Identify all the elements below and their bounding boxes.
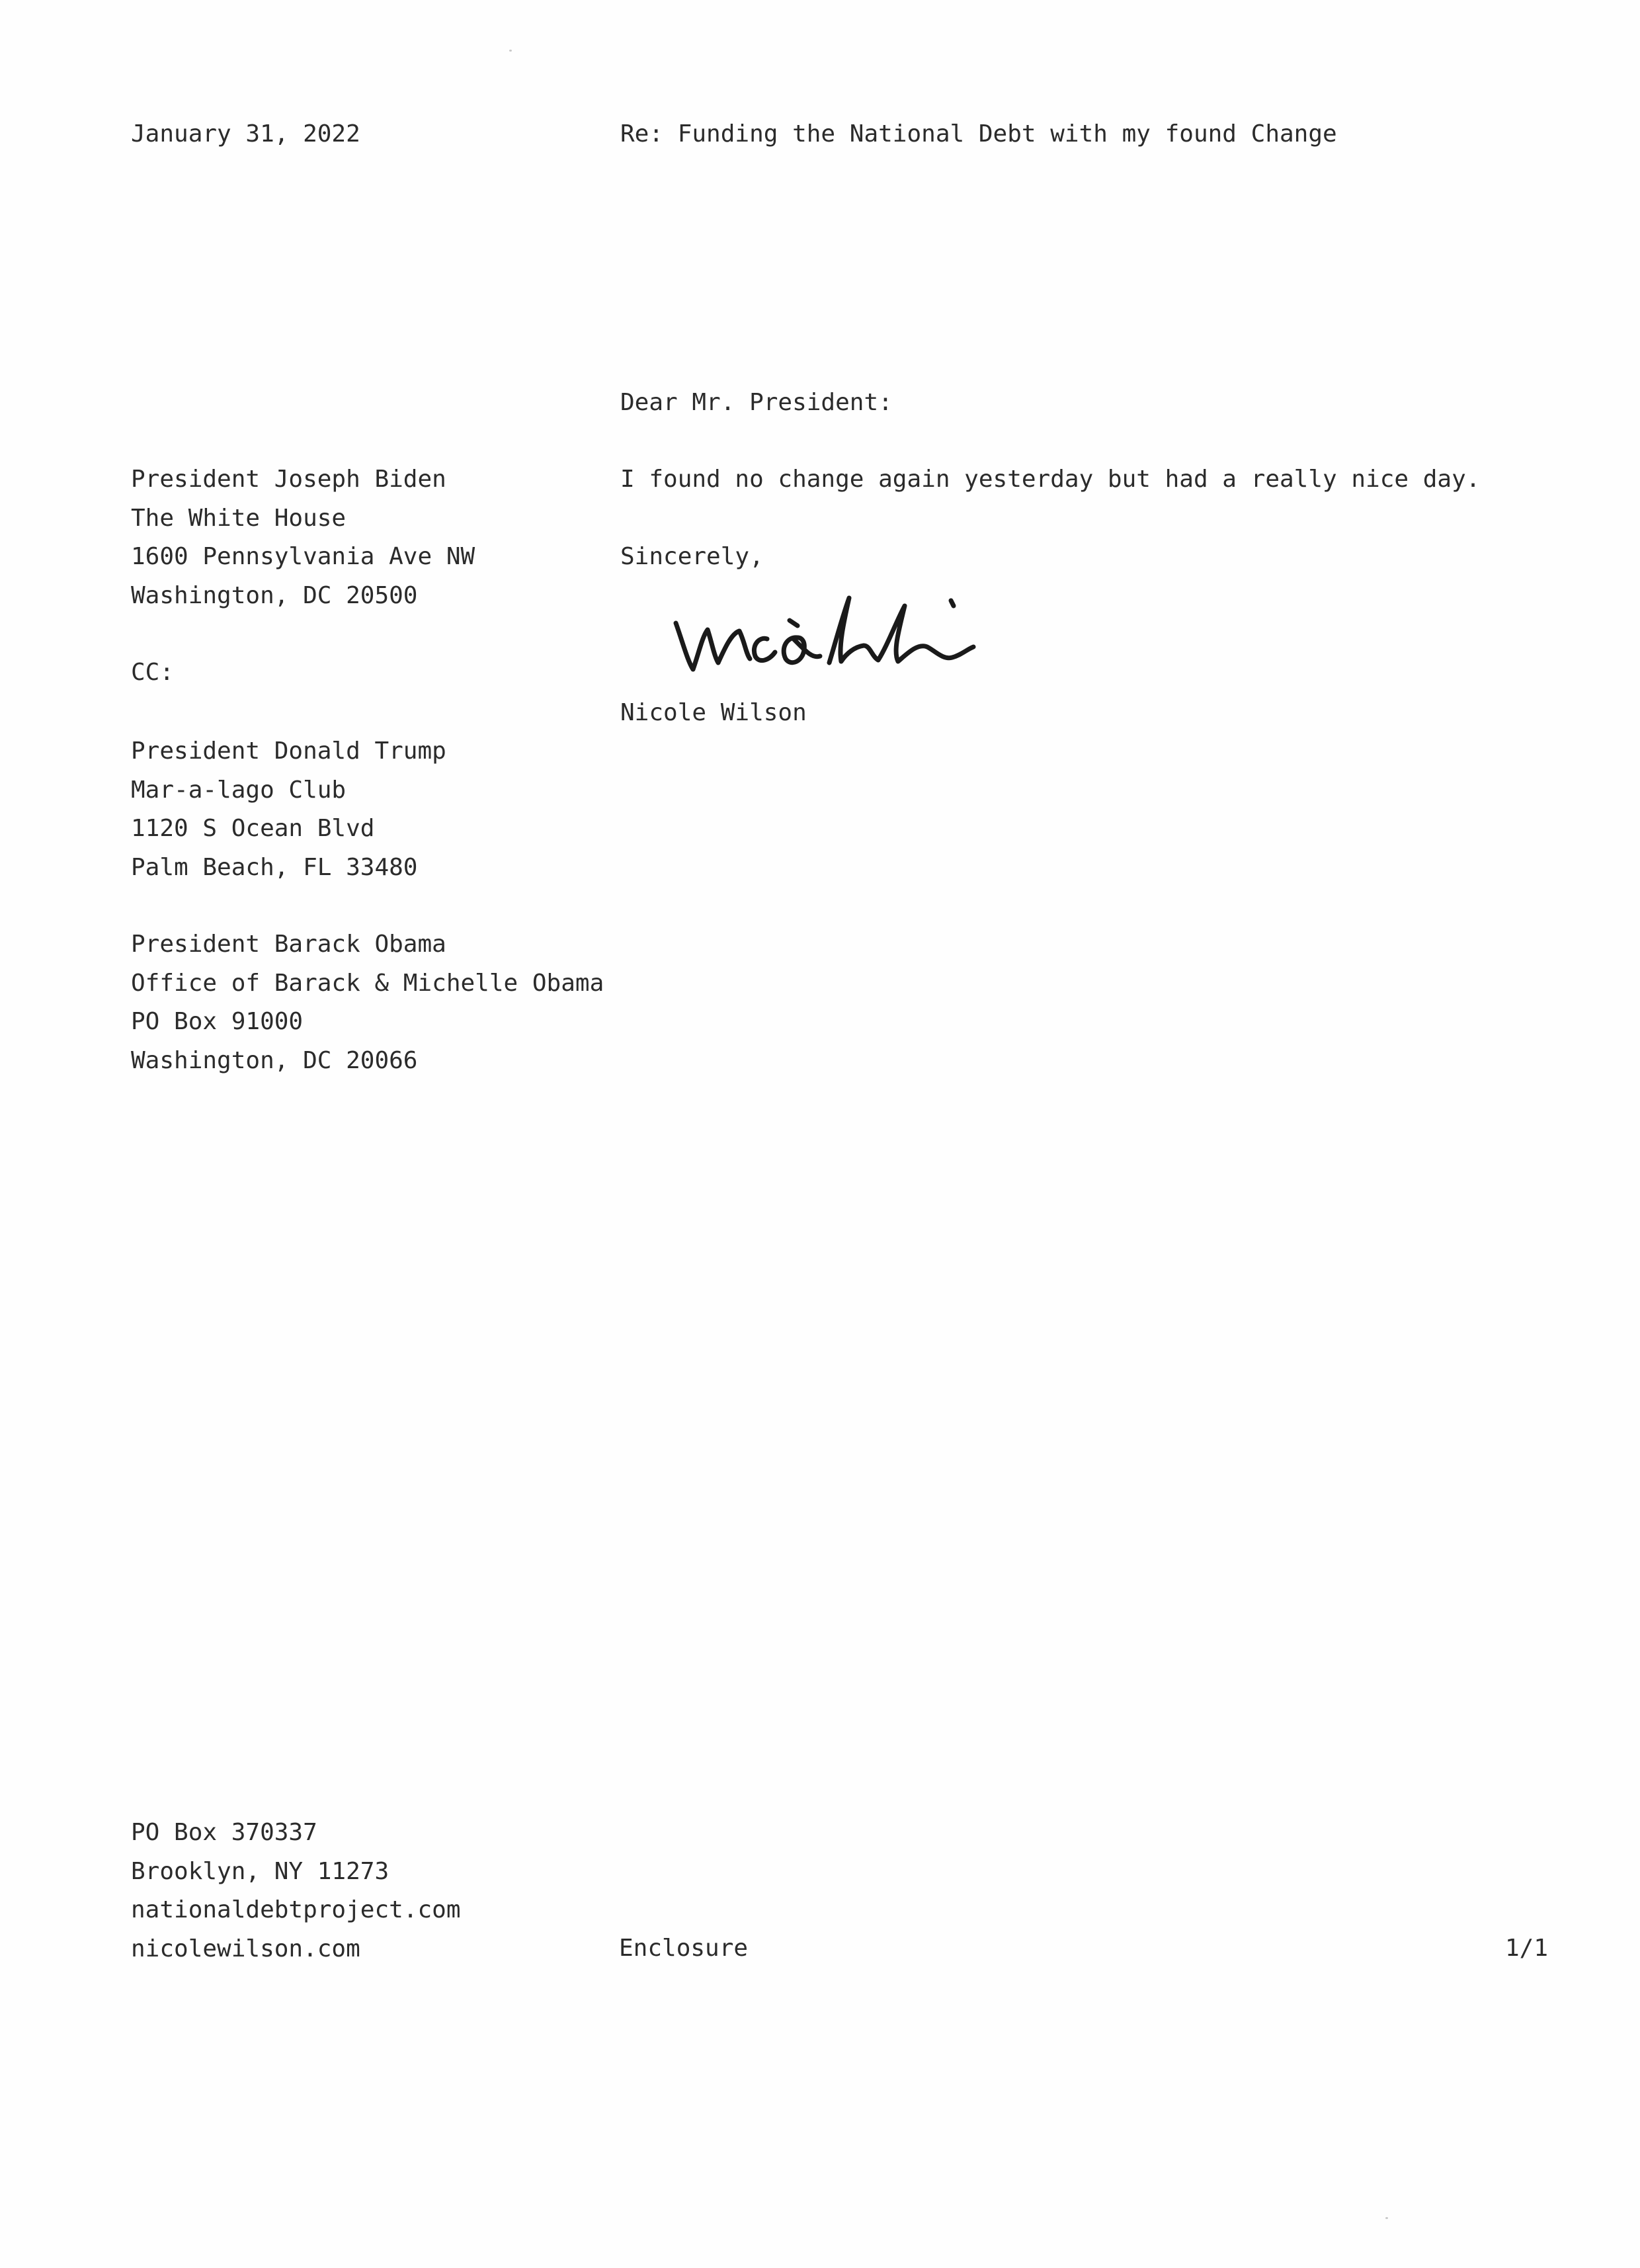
sender-website-line: nationaldebtproject.com [131, 1896, 461, 1923]
sender-address [131, 1814, 461, 1968]
recipient-line: Washington, DC 20500 [131, 581, 418, 609]
paper-speck [1385, 2217, 1388, 2219]
cc-address-line: President Donald Trump [131, 737, 446, 765]
cc-recipient-address [131, 732, 446, 887]
sender-line: PO Box 370337 [131, 1819, 317, 1846]
recipient-line: The White House [131, 504, 347, 532]
cc-address-line: Mar-a-lago Club [131, 776, 347, 804]
letter-subject: Re: Funding the National Debt with my found Change [620, 120, 1337, 147]
letter-closing: Sincerely, [620, 543, 764, 570]
recipient-address [131, 460, 475, 615]
letter-body: I found no change again yesterday but had a really nice day. [620, 466, 1481, 493]
cc-address-line: 1120 S Ocean Blvd [131, 815, 375, 842]
cc-address-line: Palm Beach, FL 33480 [131, 853, 418, 881]
cc-address-line: PO Box 91000 [131, 1008, 304, 1035]
recipient-line: 1600 Pennsylvania Ave NW [131, 543, 475, 570]
cc-recipient-address [131, 925, 604, 1080]
sender-website-line: nicolewilson.com [131, 1935, 360, 1962]
cc-address-line: President Barack Obama [131, 931, 446, 958]
cc-address-line: Office of Barack & Michelle Obama [131, 969, 604, 997]
signer-name: Nicole Wilson [620, 699, 807, 726]
letter-date: January 31, 2022 [131, 120, 360, 147]
cc-label: CC: [131, 659, 175, 686]
handwritten-signature [668, 582, 992, 681]
paper-speck [509, 50, 512, 52]
recipient-line: President Joseph Biden [131, 466, 446, 493]
cc-address-line: Washington, DC 20066 [131, 1046, 418, 1074]
sender-line: Brooklyn, NY 11273 [131, 1857, 390, 1885]
page-number: 1/1 [1505, 1935, 1549, 1962]
salutation: Dear Mr. President: [620, 389, 893, 416]
enclosure-note: Enclosure [619, 1935, 749, 1962]
